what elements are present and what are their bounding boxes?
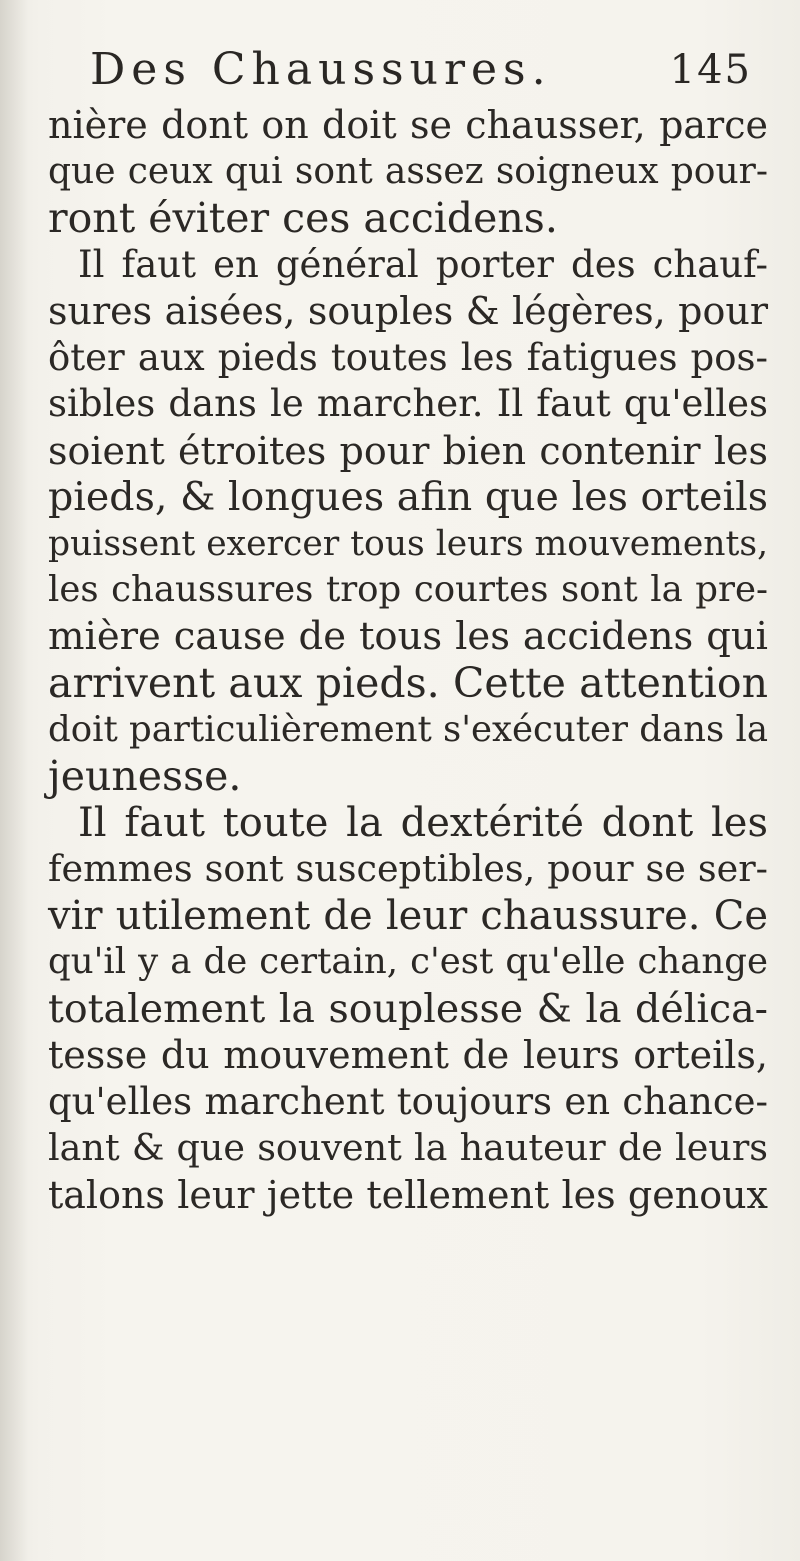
text-line: soient étroites pour bien contenir les bbox=[48, 428, 768, 473]
text-line: talons leur jette tellement les genoux bbox=[48, 1172, 768, 1217]
body-text bbox=[48, 102, 768, 1218]
text-line: doit particulièrement s'exécuter dans la bbox=[48, 708, 769, 750]
running-title: Des Chaussures. bbox=[90, 44, 552, 95]
text-line: ôter aux pieds toutes les fatigues pos- bbox=[48, 335, 768, 379]
text-line: lant & que souvent la hauteur de leurs bbox=[48, 1126, 768, 1169]
text-line: vir utilement de leur chaussure. Ce bbox=[48, 892, 768, 939]
text-line: sibles dans le marcher. Il faut qu'elles bbox=[48, 382, 768, 425]
text-line: ront éviter ces accidens. bbox=[48, 194, 558, 242]
page-header bbox=[90, 38, 770, 102]
text-line: totalement la souplesse & la délica- bbox=[48, 985, 768, 1032]
text-line: mière cause de tous les accidens qui bbox=[48, 613, 768, 659]
text-line: les chaussures trop courtes sont la pre- bbox=[48, 569, 768, 610]
text-line: sures aisées, souples & légères, pour bbox=[48, 289, 768, 333]
page-number: 145 bbox=[669, 47, 752, 93]
text-line: jeunesse. bbox=[48, 752, 242, 800]
text-line: arrivent aux pieds. Cette attention bbox=[48, 659, 768, 707]
text-line: Il faut toute la dextérité dont les bbox=[78, 799, 768, 846]
text-line: puissent exercer tous leurs mouvements, bbox=[48, 523, 769, 564]
text-line: qu'elles marchent toujours en chance- bbox=[48, 1079, 768, 1123]
text-line: que ceux qui sont assez soigneux pour- bbox=[48, 150, 768, 192]
text-line: nière dont on doit se chausser, parce bbox=[48, 103, 768, 147]
text-line: qu'il y a de certain, c'est qu'elle change bbox=[48, 941, 768, 982]
text-line: Il faut en général porter des chauf- bbox=[78, 242, 768, 286]
page-gutter-shadow bbox=[0, 0, 28, 1561]
text-line: pieds, & longues afin que les orteils bbox=[48, 474, 768, 520]
text-line: tesse du mouvement de leurs orteils, bbox=[48, 1033, 768, 1077]
text-line: femmes sont susceptibles, pour se ser- bbox=[48, 847, 768, 890]
